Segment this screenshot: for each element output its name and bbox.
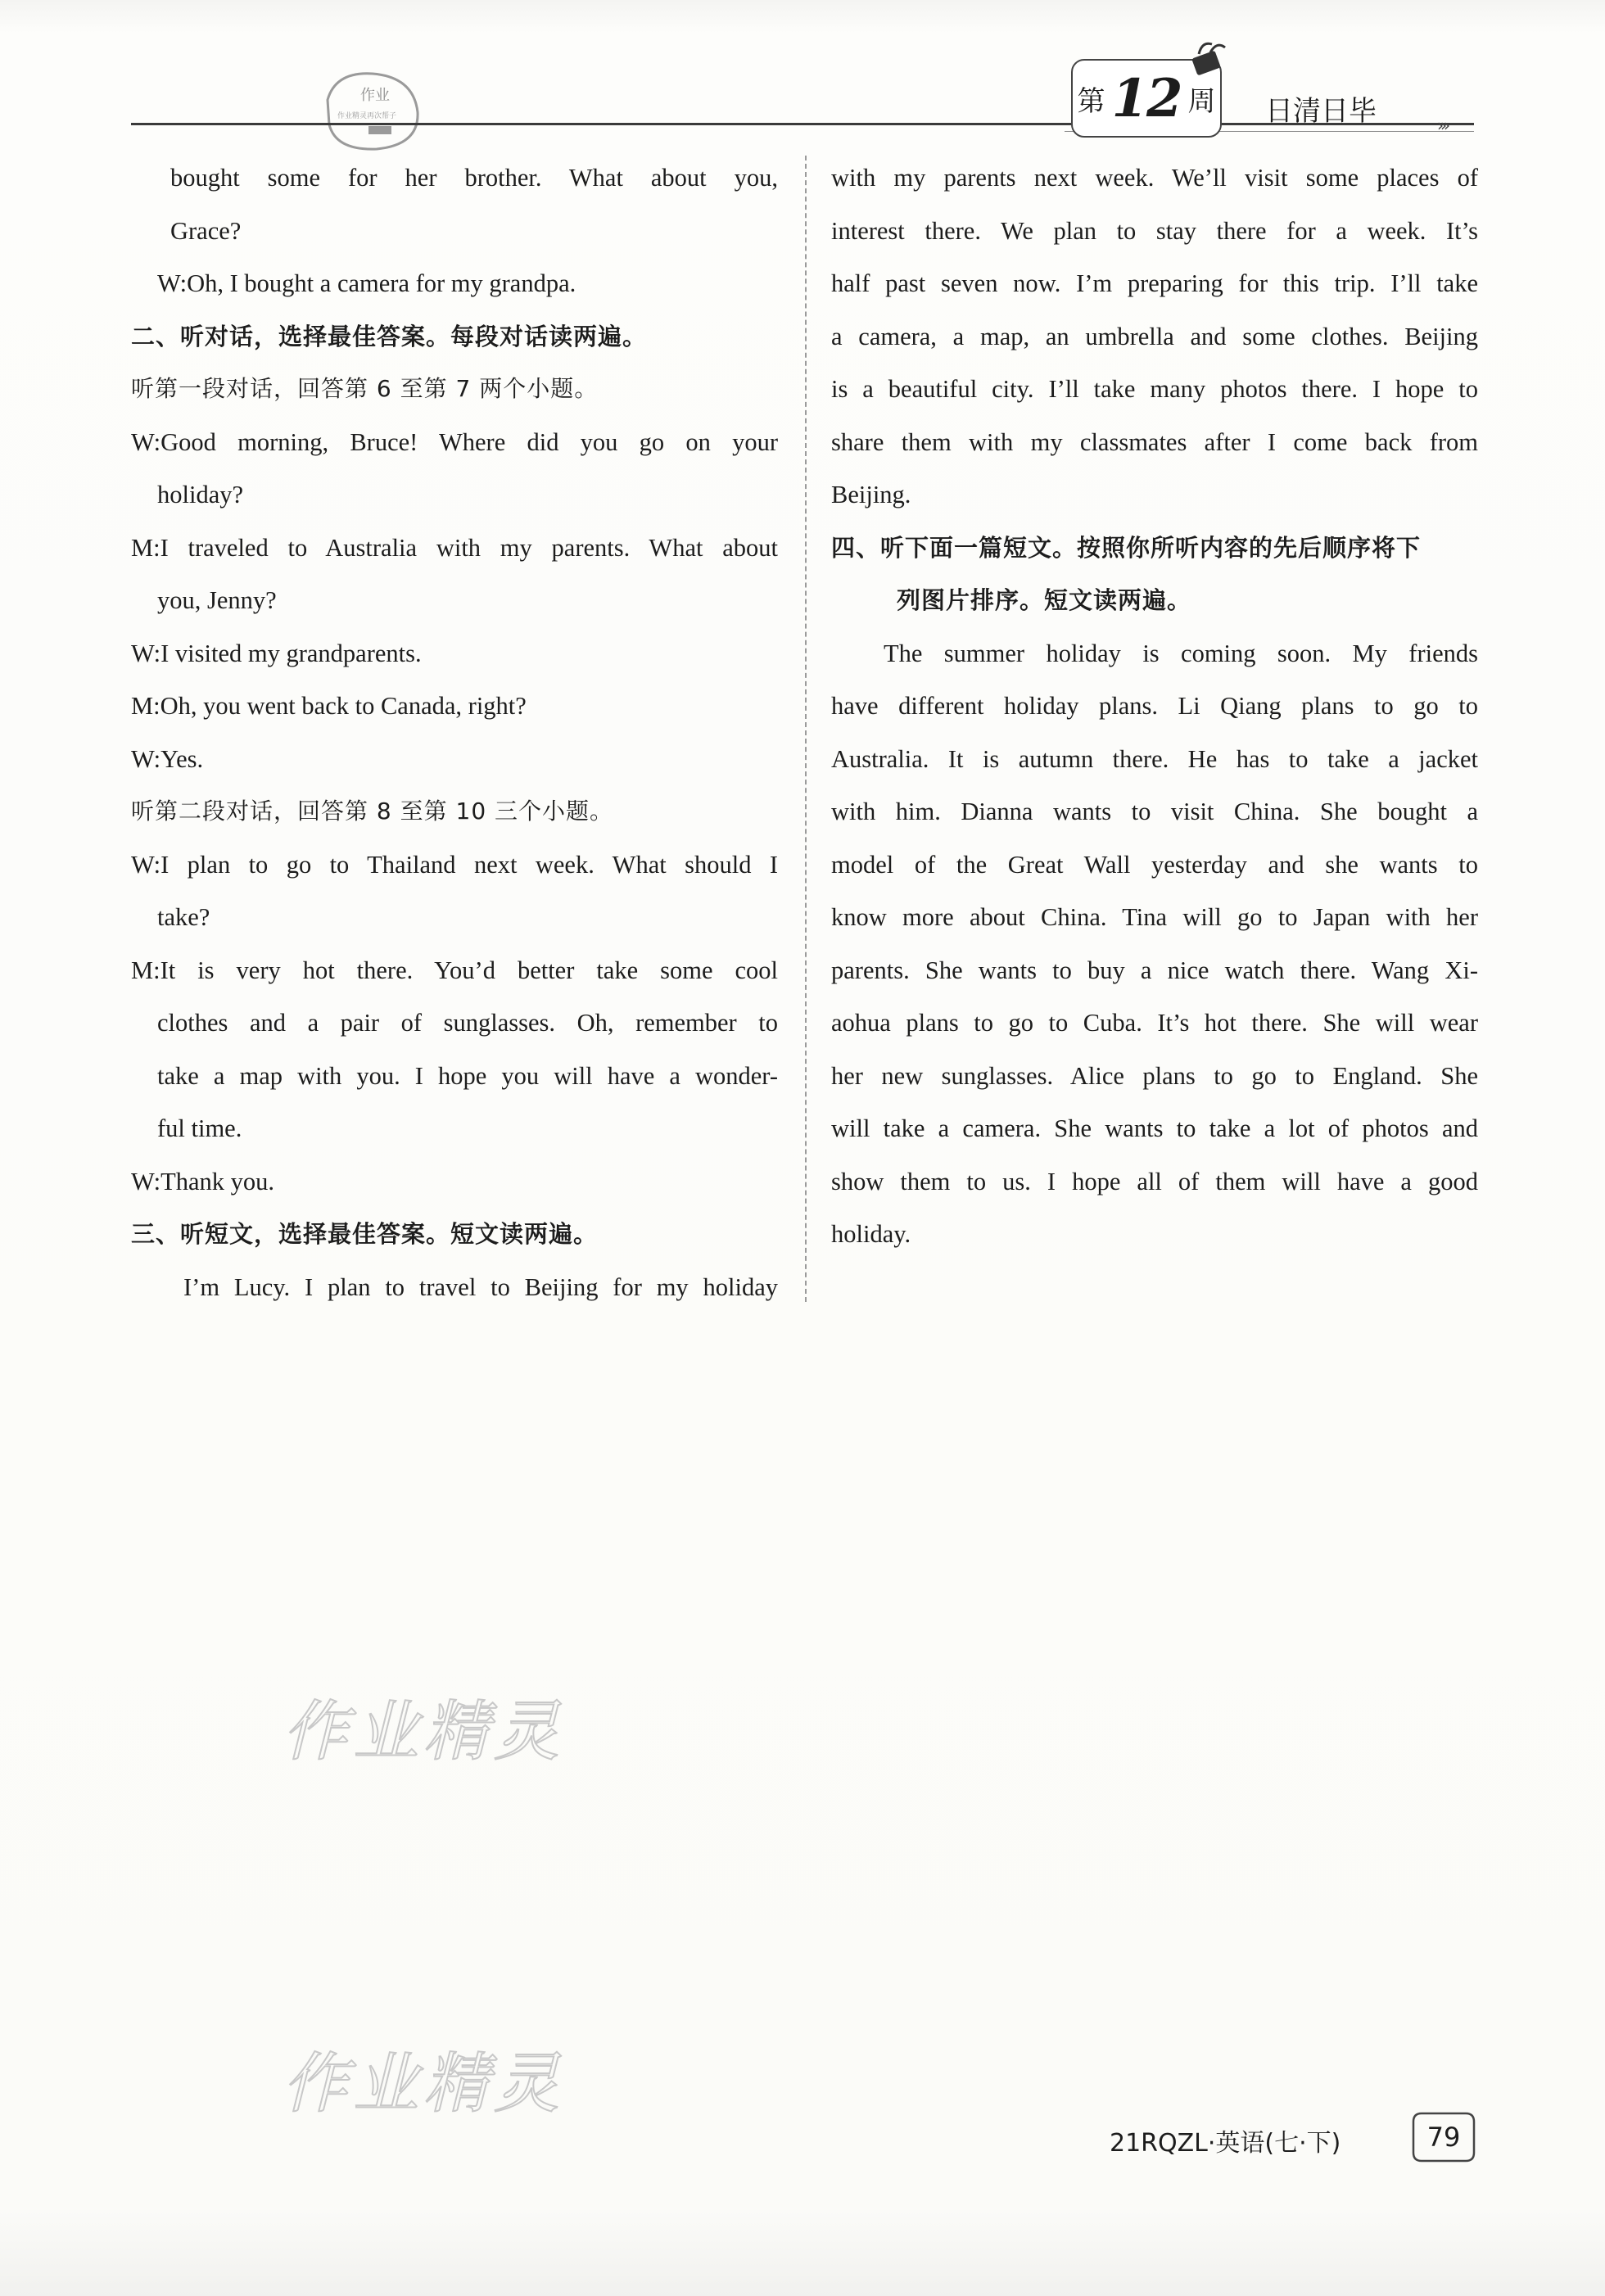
header-arrows: ››› [1437, 115, 1447, 135]
text-line: ful time. [157, 1114, 242, 1142]
text-line: you, Jenny? [157, 586, 277, 614]
text-line: know more about China. Tina will go to Japan with her [831, 903, 1478, 931]
binder-clip-icon [1187, 39, 1228, 80]
text-line: Australia. It is autumn there. He has to take a jacket [831, 744, 1478, 773]
text-line: clothes and a pair of sunglasses. Oh, remember to [157, 1009, 778, 1037]
text-line: aohua plans to go to Cuba. It’s hot there. She will wear [831, 1009, 1478, 1037]
dialogue-1-instruction: 听第一段对话，回答第 6 至第 7 两个小题。 [131, 375, 599, 402]
text-line: interest there. We plan to stay there for a week. It’s [831, 216, 1478, 245]
text-line: parents. She wants to buy a nice watch there. Wang Xi- [831, 956, 1478, 984]
week-prefix: 第 [1077, 84, 1105, 118]
section-2-heading: 二、听对话，选择最佳答案。每段对话读两遍。 [131, 322, 648, 350]
text-line: bought some for her brother. What about you, [170, 164, 778, 192]
text-line: Grace? [170, 216, 242, 245]
week-suffix: 周 [1187, 84, 1216, 118]
text-line: M:I traveled to Australia with my parents. What about [131, 533, 778, 562]
text-line: holiday? [157, 481, 244, 508]
text-line: Beijing. [831, 481, 911, 508]
dialogue-2-instruction: 听第二段对话，回答第 8 至第 10 三个小题。 [131, 798, 614, 825]
text-line: holiday. [831, 1220, 911, 1248]
svg-text:作业: 作业 [360, 87, 390, 104]
text-line: W:I visited my grandparents. [131, 639, 422, 667]
text-line: M:It is very hot there. You’d better take some cool [131, 956, 778, 984]
text-line: share them with my classmates after I come back from [831, 427, 1478, 456]
page-number: 79 [1426, 2122, 1461, 2153]
text-line: show them to us. I hope all of them will have a good [831, 1167, 1478, 1195]
text-line: W:Oh, I bought a camera for my grandpa. [157, 269, 576, 297]
text-line: M:Oh, you went back to Canada, right? [131, 692, 527, 720]
section-4-heading-cont: 列图片排序。短文读两遍。 [897, 586, 1192, 614]
text-line: half past seven now. I’m preparing for this trip. I’ll take [831, 269, 1478, 297]
daily-label: 日清日毕 [1265, 95, 1377, 128]
text-line: take a map with you. I hope you will have a wonder- [157, 1061, 778, 1090]
text-line: with my parents next week. We’ll visit some places of [831, 164, 1478, 192]
section-3-heading: 三、听短文，选择最佳答案。短文读两遍。 [131, 1220, 599, 1248]
text-line: W:Good morning, Bruce! Where did you go on your [131, 427, 778, 456]
text-line: take? [157, 903, 210, 931]
text-line: have different holiday plans. Li Qiang plans to go to [831, 692, 1478, 720]
text-line: I’m Lucy. I plan to travel to Beijing for my holiday [183, 1272, 778, 1301]
text-line: with him. Dianna wants to visit China. She bought a [831, 798, 1478, 825]
left-column [131, 151, 778, 1313]
text-line: her new sunglasses. Alice plans to go to England. She [831, 1061, 1478, 1090]
text-line: model of the Great Wall yesterday and she wants to [831, 850, 1478, 879]
text-line: is a beautiful city. I’ll take many photos there. I hope to [831, 375, 1478, 403]
week-number: 12 [1111, 67, 1182, 129]
text-line: W:Thank you. [131, 1167, 275, 1195]
column-divider [805, 156, 807, 1302]
watermark: 作业精灵 [283, 1693, 564, 1769]
text-line: W:Yes. [131, 744, 204, 773]
text-line: will take a camera. She wants to take a lot of photos and [831, 1114, 1478, 1142]
section-4-heading: 四、听下面一篇短文。按照你所听内容的先后顺序将下 [831, 533, 1422, 562]
footer-code: 21RQZL·英语(七·下) [1110, 2129, 1341, 2158]
svg-text:作业精灵再次帮子: 作业精灵再次帮子 [337, 112, 397, 120]
right-column [831, 151, 1478, 1261]
text-line: W:I plan to go to Thailand next week. What should I [131, 850, 778, 879]
watermark: 作业精灵 [283, 2045, 564, 2122]
text-line: The summer holiday is coming soon. My friends [884, 639, 1478, 667]
text-line: a camera, a map, an umbrella and some clothes. Beijing [831, 322, 1478, 350]
homework-stamp-logo [319, 67, 426, 157]
